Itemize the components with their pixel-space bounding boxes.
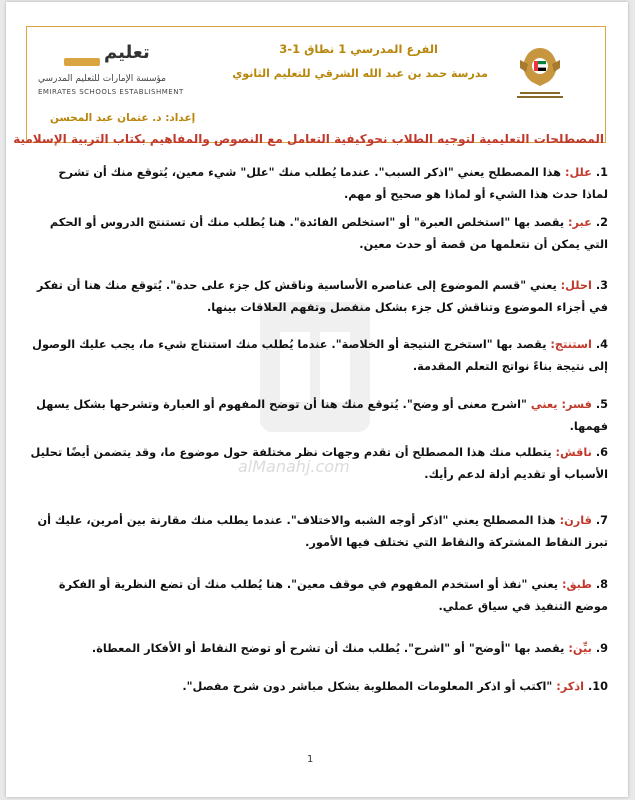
uae-emblem-icon — [518, 44, 562, 90]
list-item: 7. قارن: هذا المصطلح يعني "اذكر أوجه الشبه والاختلاف". عندما يطلب منك مقارنة بين أمرين، عليك أن تبرز النقاط المشتركة والنقاط التي تختلف فيها الأمور. — [37, 514, 608, 549]
list-item: 6. ناقش: يتطلب منك هذا المصطلح أن تقدم وجهات نظر مختلفة حول موضوع ما، وقد يتضمن أيضًا تحليل الأسباب أو تقديم أدلة لدعم رأيك. — [30, 446, 608, 481]
document-title: المصطلحات التعليمية لتوجيه الطلاب نحوكيفية التعامل مع النصوص والمفاهيم بكتاب التربية الإسلامية — [13, 132, 604, 146]
list-item: 4. استنتج: يقصد بها "استخرج النتيجة أو الخلاصة". عندما يُطلب منك استنتاج شيء ما، يجب عليك الوصول إلى نتيجة بناءً نواتج التعلم المقدمة. — [32, 338, 608, 373]
list-item: 8. طبق: يعني "نفذ أو استخدم المفهوم في موقف معين". هنا يُطلب منك أن تضع النظرية أو الفكرة موضع التنفيذ في سياق عملي. — [58, 578, 608, 613]
logo-subtitle: مؤسسة الإمارات للتعليم المدرسي — [38, 74, 166, 84]
watermark-text: alManahj.com — [238, 457, 350, 476]
logo-word: تعليم — [104, 42, 150, 63]
school-branch-line: الفرع المدرسي 1 نطاق 1-3 — [279, 42, 438, 56]
list-item: 2. عبر: يقصد بها "استخلص العبرة" أو "استخلص الفائدة". هنا يُطلب منك أن تستنتج الدروس أو الحكم التي يمكن أن نتعلمها من قصة أو حدث معين. — [49, 216, 608, 251]
logo-accent — [64, 58, 100, 66]
list-item: 5. فسر: يعني "اشرح معنى أو وضح". يُتوقع منك هنا أن توضح المفهوم أو العبارة وتشرحها بشكل يسهل فهمها. — [36, 398, 608, 433]
logo-english: EMIRATES SCHOOLS ESTABLISHMENT — [38, 88, 184, 96]
document-page — [6, 2, 628, 797]
school-name: مدرسة حمد بن عبد الله الشرقي للتعليم الثانوي — [232, 67, 488, 80]
emblem-caption — [514, 92, 566, 100]
ese-logo — [34, 40, 242, 102]
list-item: 9. بيِّن: يقصد بها "أوضح" أو "اشرح". يُطلب منك أن تشرح أو توضح النقاط أو الأفكار المعطاة. — [91, 642, 608, 655]
list-item: 3. احلل: يعني "قسم الموضوع إلى عناصره الأساسية وناقش كل جزء على حدة". يُتوقع منك هنا أن تفكر في أجزاء الموضوع وتناقش كل جزء بشكل منفصل وتفهم العلاقات بينها. — [36, 279, 608, 314]
list-item: 1. علل: هذا المصطلح يعني "اذكر السبب". عندما يُطلب منك "علل" شيء معين، يُتوقع منك أن تشرح لماذا حدث هذا الشيء أو لماذا هو صحيح أو مهم. — [58, 166, 608, 201]
list-item: 10. اذكر: "اكتب أو اذكر المعلومات المطلوبة بشكل مباشر دون شرح مفصل". — [182, 680, 608, 693]
page-number: 1 — [307, 754, 314, 765]
prepared-by: إعداد: د. عثمان عبد المحسن — [50, 112, 196, 124]
